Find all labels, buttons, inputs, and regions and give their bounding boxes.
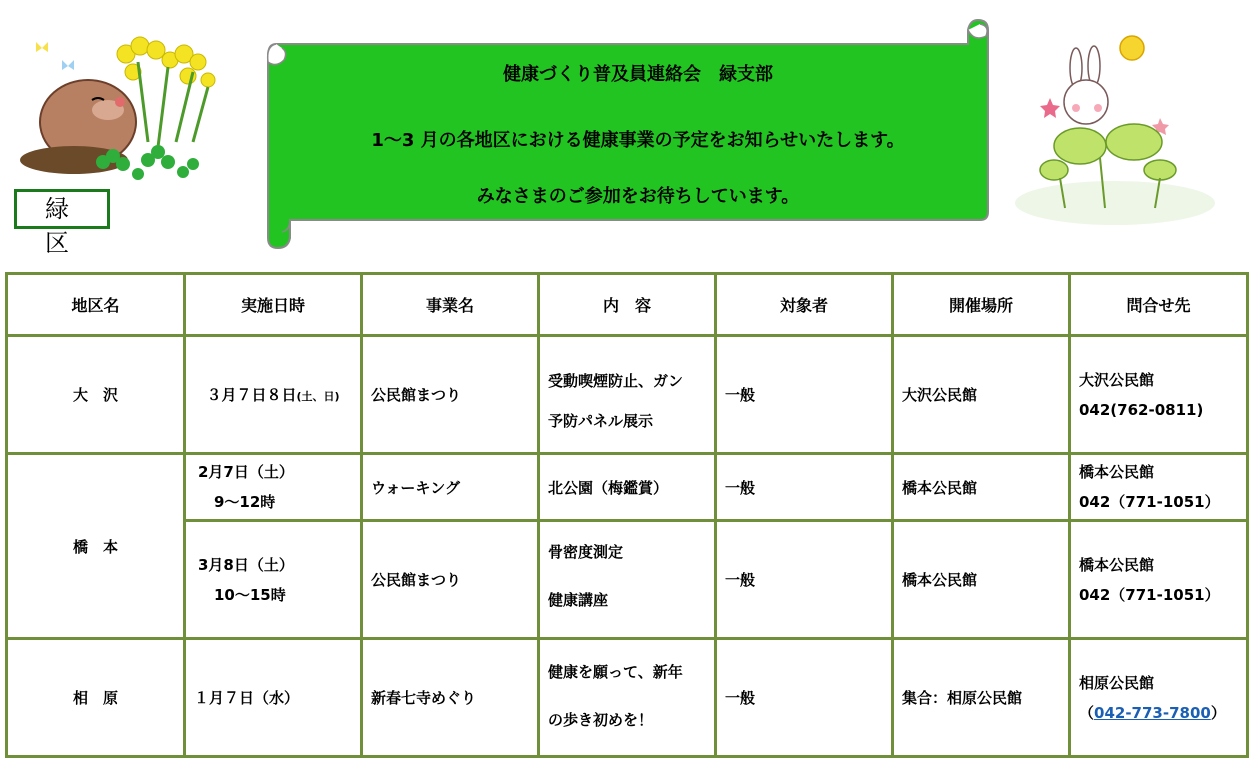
district-cell: 相 原 <box>7 639 185 757</box>
contact-name: 橋本公民館 <box>1079 555 1155 574</box>
event-cell: 公民館まつり <box>362 336 539 454</box>
contact-phone: 042（771-1051） <box>1079 585 1220 604</box>
rabbit-sprout-illustration <box>1010 28 1225 228</box>
header-contact: 問合せ先 <box>1070 274 1248 336</box>
contact-cell <box>1070 521 1248 639</box>
header-date: 実施日時 <box>185 274 362 336</box>
time-line: 10～15時 <box>214 585 286 604</box>
header-event: 事業名 <box>362 274 539 336</box>
venue-cell: 橋本公民館 <box>893 454 1070 521</box>
paren-open: （ <box>1079 703 1095 722</box>
venue-cell: 大沢公民館 <box>893 336 1070 454</box>
date-weekday: (土、日) <box>296 390 340 403</box>
date-line: 3月8日（土） <box>198 555 294 574</box>
venue-cell: 橋本公民館 <box>893 521 1070 639</box>
contact-cell <box>1070 639 1248 757</box>
contact-cell <box>1070 336 1248 454</box>
content-line: 予防パネル展示 <box>548 411 654 430</box>
target-cell: 一般 <box>716 336 893 454</box>
content-line: 健康講座 <box>548 590 609 609</box>
date-cell <box>185 454 362 521</box>
butterflies <box>36 42 74 70</box>
contact-name: 大沢公民館 <box>1079 370 1155 389</box>
date-cell: １月７日（水） <box>185 639 362 757</box>
content-cell <box>539 639 716 757</box>
event-schedule-table <box>5 272 1249 758</box>
header-target: 対象者 <box>716 274 893 336</box>
banner-invitation: みなさまのご参加をお待ちしています。 <box>476 186 800 207</box>
header-content: 内 容 <box>539 274 716 336</box>
sun-icon <box>1120 36 1144 60</box>
target-cell: 一般 <box>716 521 893 639</box>
banner-message: 1～3 月の各地区における健康事業の予定をお知らせいたします。 <box>371 130 905 151</box>
content-cell: 北公園（梅鑑賞） <box>539 454 716 521</box>
venue-cell: 集合：相原公民館 <box>893 639 1070 757</box>
content-line: の歩き初めを！ <box>548 710 654 729</box>
table-row <box>7 454 1248 521</box>
time-line: 9～12時 <box>214 493 276 511</box>
header-district: 地区名 <box>7 274 185 336</box>
table-row <box>7 639 1248 757</box>
target-cell: 一般 <box>716 639 893 757</box>
event-cell: ウォーキング <box>362 454 539 521</box>
contact-phone: 042(762-0811) <box>1079 400 1204 419</box>
contact-cell <box>1070 454 1248 521</box>
content-cell <box>539 336 716 454</box>
ward-label: 緑 区 <box>14 189 110 229</box>
contact-phone-line <box>1079 698 1238 728</box>
announcement-banner <box>258 16 993 252</box>
district-cell: 大 沢 <box>7 336 185 454</box>
contact-name: 相原公民館 <box>1079 673 1155 692</box>
content-line: 受動喫煙防止、ガン <box>548 371 684 390</box>
table-row <box>7 521 1248 639</box>
date-line: 2月7日（土） <box>198 463 294 481</box>
target-cell: 一般 <box>716 454 893 521</box>
date-cell <box>185 521 362 639</box>
header-venue: 開催場所 <box>893 274 1070 336</box>
paren-close: ） <box>1210 703 1226 722</box>
table-header-row <box>7 274 1248 336</box>
sprouts <box>1040 124 1176 180</box>
content-line: 健康を願って、新年 <box>548 662 683 681</box>
event-cell: 新春七寺めぐり <box>362 639 539 757</box>
contact-name: 橋本公民館 <box>1079 463 1155 481</box>
table-row <box>7 336 1248 454</box>
mole-flowers-illustration <box>8 32 223 182</box>
phone-link[interactable]: 042-773-7800 <box>1094 703 1211 722</box>
content-line: 骨密度測定 <box>548 542 624 561</box>
contact-phone: 042（771-1051） <box>1079 493 1220 511</box>
content-cell <box>539 521 716 639</box>
district-cell: 橋 本 <box>7 454 185 639</box>
date-cell <box>185 336 362 454</box>
rabbit <box>1064 46 1108 124</box>
clovers <box>96 145 199 180</box>
event-cell: 公民館まつり <box>362 521 539 639</box>
date-text: ３月７日８日 <box>206 386 297 404</box>
banner-title: 健康づくり普及員連絡会 緑支部 <box>503 64 773 85</box>
